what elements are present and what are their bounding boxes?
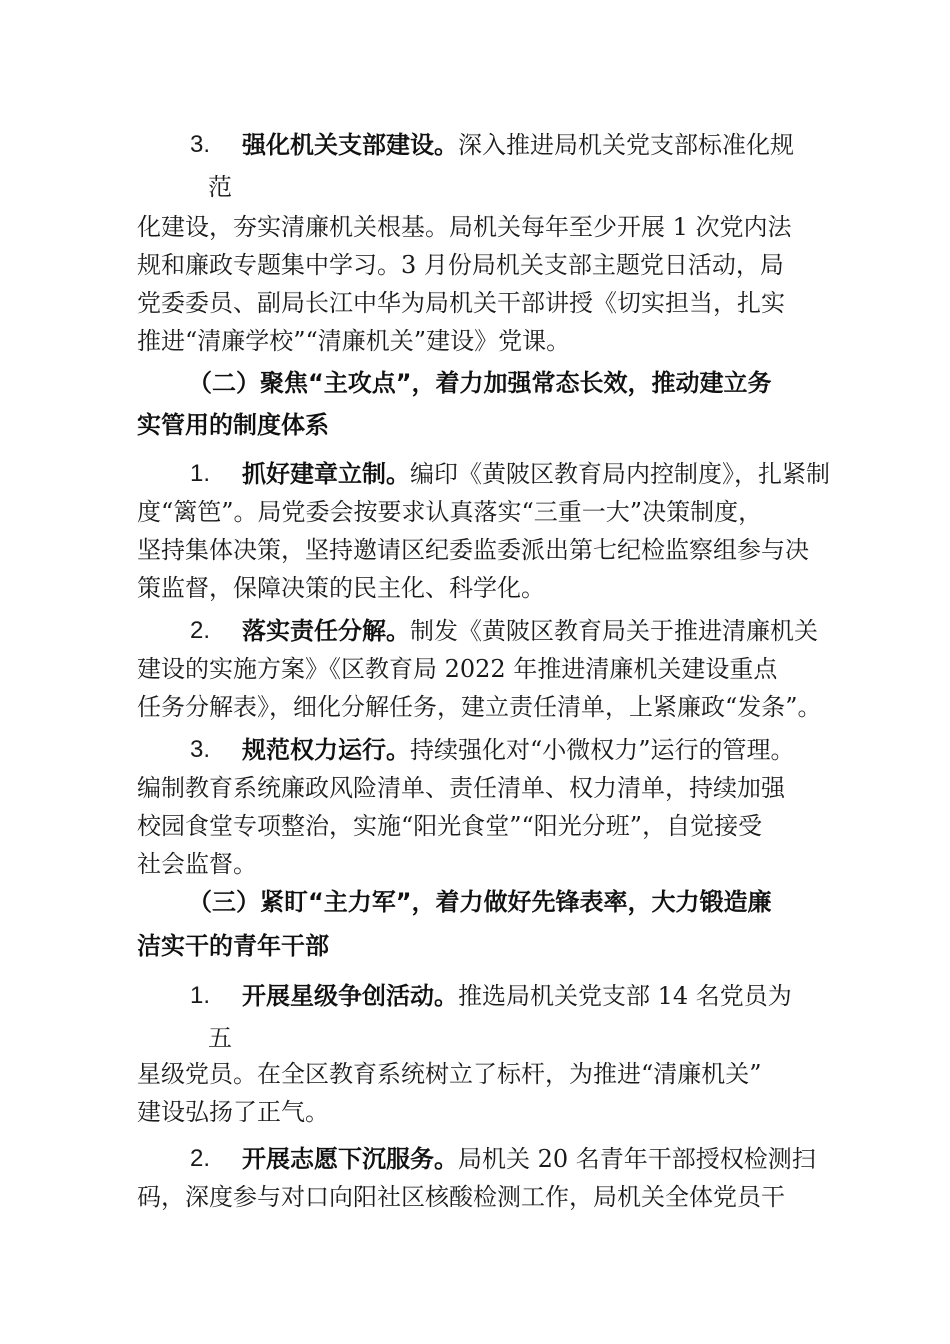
paragraph-line xyxy=(242,614,818,648)
item-text: 推选局机关党支部 14 名党员为 xyxy=(458,982,792,1010)
paragraph-line: 推进“清廉学校”“清廉机关”建设》党课。 xyxy=(137,327,571,355)
item-number: 1. xyxy=(190,982,211,1009)
paragraph-line: 五 xyxy=(208,1024,232,1052)
paragraph-line xyxy=(242,457,830,491)
item-text: 制发《黄陂区教育局关于推进清廉机关 xyxy=(410,617,818,645)
item-title: 强化机关支部建设。 xyxy=(242,131,458,159)
item-number: 3. xyxy=(190,131,211,158)
paragraph-line: 星级党员。在全区教育系统树立了标杆，为推进“清廉机关” xyxy=(137,1060,762,1088)
item-number: 2. xyxy=(190,1145,211,1172)
paragraph-line: 码，深度参与对口向阳社区核酸检测工作，局机关全体党员干 xyxy=(137,1183,785,1211)
item-number: 3. xyxy=(190,736,211,763)
item-number: 2. xyxy=(190,617,211,644)
paragraph-line: 规和廉政专题集中学习。3 月份局机关支部主题党日活动，局 xyxy=(137,251,784,279)
paragraph-line xyxy=(242,979,792,1013)
item-title: 落实责任分解。 xyxy=(242,617,410,645)
paragraph-line: 党委委员、副局长江中华为局机关干部讲授《切实担当，扎实 xyxy=(137,289,785,317)
section-heading: 实管用的制度体系 xyxy=(137,411,329,439)
paragraph-line: 建设的实施方案》《区教育局 2022 年推进清廉机关建设重点 xyxy=(137,655,778,683)
section-heading: （二）聚焦“主攻点”，着力加强常态长效，推动建立务 xyxy=(188,369,772,397)
paragraph-line: 度“篱笆”。局党委会按要求认真落实“三重一大”决策制度， xyxy=(137,498,763,526)
item-title: 规范权力运行。 xyxy=(242,736,410,764)
paragraph-line: 校园食堂专项整治，实施“阳光食堂”“阳光分班”，自觉接受 xyxy=(137,812,763,840)
paragraph-line: 范 xyxy=(208,173,232,201)
paragraph-line xyxy=(242,128,794,162)
paragraph-line: 化建设，夯实清廉机关根基。局机关每年至少开展 1 次党内法 xyxy=(137,213,792,241)
paragraph-line: 策监督，保障决策的民主化、科学化。 xyxy=(137,574,545,602)
section-heading: （三）紧盯“主力军”，着力做好先锋表率，大力锻造廉 xyxy=(188,888,772,916)
item-title: 开展星级争创活动。 xyxy=(242,982,458,1010)
section-heading: 洁实干的青年干部 xyxy=(137,932,329,960)
item-text: 持续强化对“小微权力”运行的管理。 xyxy=(410,736,795,764)
item-text: 局机关 20 名青年干部授权检测扫 xyxy=(458,1145,816,1173)
item-text: 深入推进局机关党支部标准化规 xyxy=(458,131,794,159)
paragraph-line: 编制教育系统廉政风险清单、责任清单、权力清单，持续加强 xyxy=(137,774,785,802)
item-title: 抓好建章立制。 xyxy=(242,460,410,488)
paragraph-line xyxy=(242,733,795,767)
paragraph-line: 坚持集体决策，坚持邀请区纪委监委派出第七纪检监察组参与决 xyxy=(137,536,809,564)
paragraph-line: 社会监督。 xyxy=(137,850,257,878)
item-text: 编印《黄陂区教育局内控制度》，扎紧制 xyxy=(410,460,830,488)
paragraph-line: 任务分解表》，细化分解任务，建立责任清单，上紧廉政“发条”。 xyxy=(137,693,822,721)
item-title: 开展志愿下沉服务。 xyxy=(242,1145,458,1173)
paragraph-line: 建设弘扬了正气。 xyxy=(137,1098,329,1126)
paragraph-line xyxy=(242,1142,816,1176)
item-number: 1. xyxy=(190,460,211,487)
